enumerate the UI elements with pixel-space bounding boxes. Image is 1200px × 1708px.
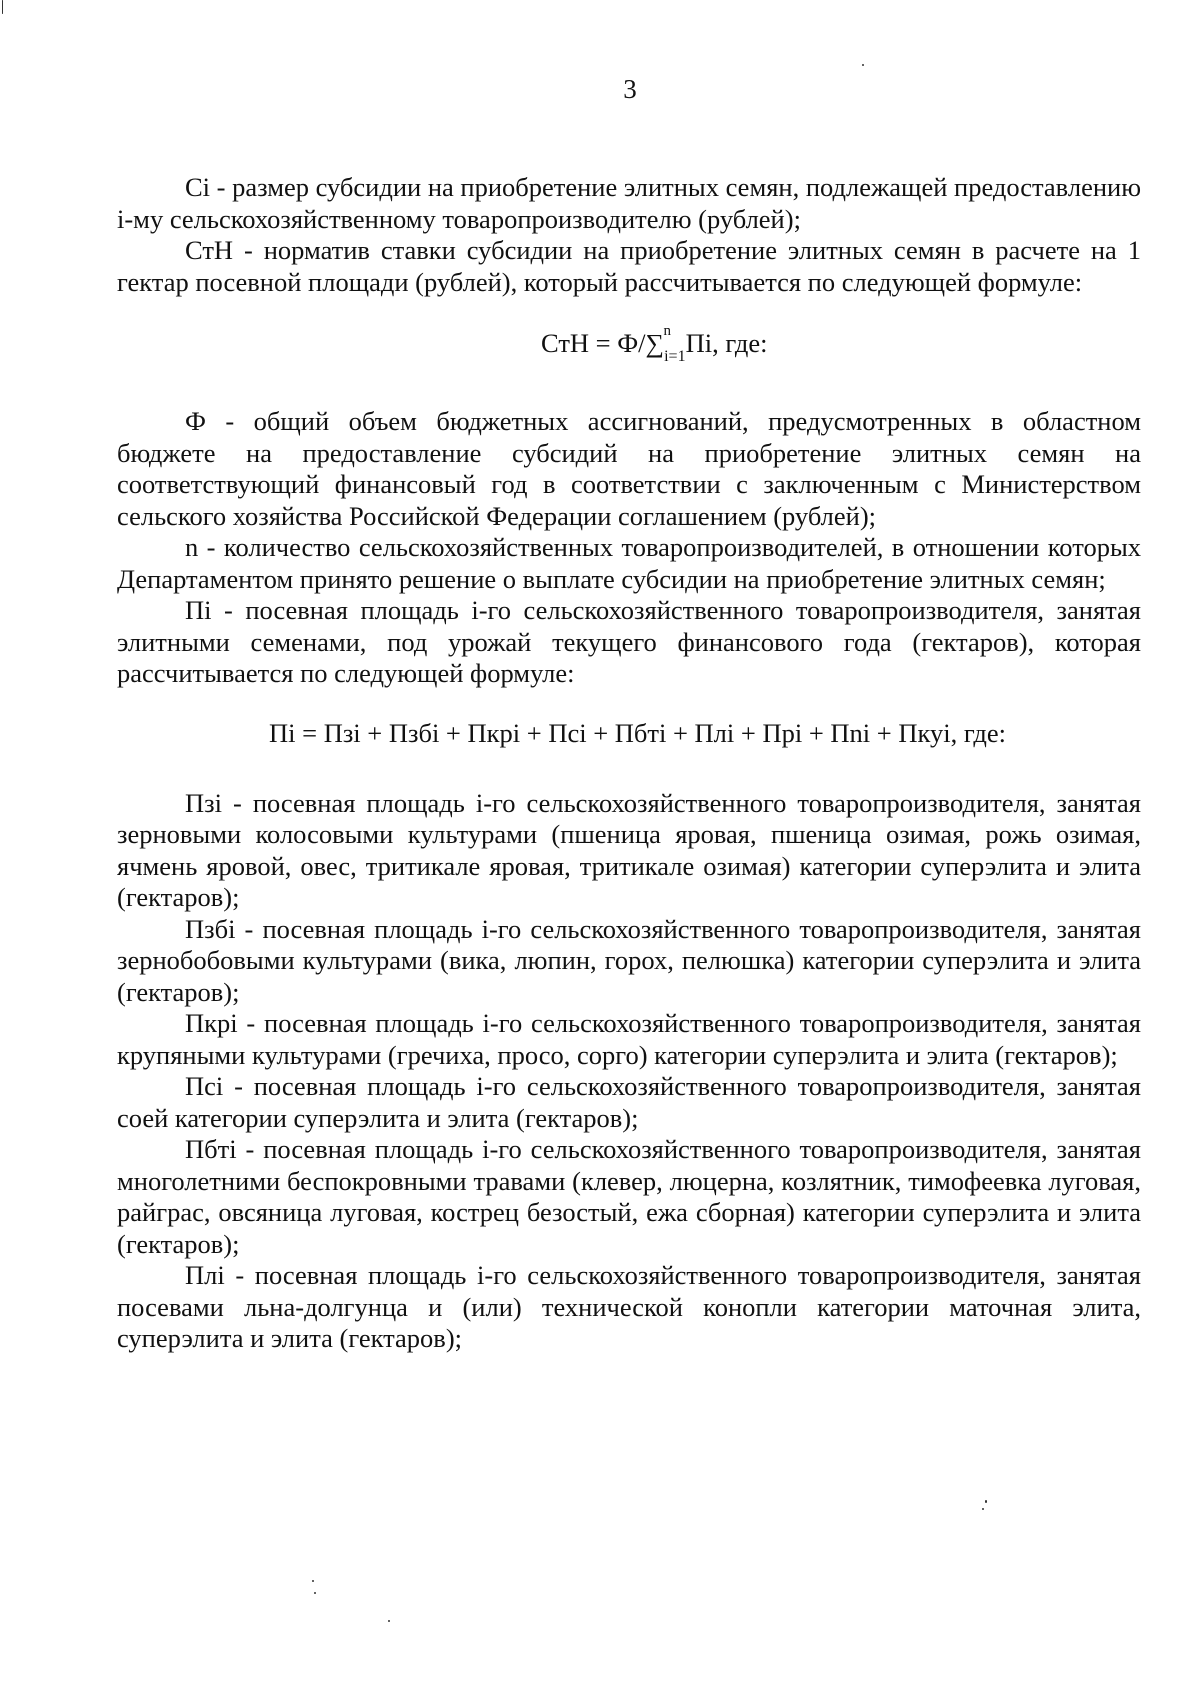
paragraph-pzi: Пзi - посевная площадь i-го сельскохозяйственного товаропроизводителя, занятая зерновыми колосовыми культурами (пшеница яровая, пшеница озимая, рожь озимая, ячмень яровой, овес, тритикале яровая, тритикале озимая) категории суперэлита и элита (гектаров); xyxy=(117,787,1141,912)
paragraph-n: n - количество сельскохозяйственных товаропроизводителей, в отношении которых Департаментом принято решение о выплате субсидии на приобретение элитных семян; xyxy=(117,532,1141,594)
scan-speck xyxy=(982,1508,984,1510)
paragraph-stn: СтН - норматив ставки субсидии на приобретение элитных семян в расчете на 1 гектар посевной площади (рублей), который рассчитывается по следующей формуле: xyxy=(117,235,1141,297)
scan-speck xyxy=(862,64,864,66)
paragraph-pzbi: Пзбi - посевная площадь i-го сельскохозяйственного товаропроизводителя, занятая зернобобовыми культурами (вика, люпин, горох, пелюшка) категории суперэлита и элита (гектаров); xyxy=(117,913,1141,1007)
scan-speck xyxy=(312,1580,314,1582)
scan-speck xyxy=(388,1620,390,1622)
sum-upper-limit: n xyxy=(663,323,672,339)
formula-stn xyxy=(117,323,1141,368)
scan-speck xyxy=(314,1592,316,1594)
document-body xyxy=(117,172,1141,1355)
formula-pi: Пi = Пзi + Пзбi + Пкрi + Пci + Пбтi + Плi + Прi + Пni + Пкуi, где: xyxy=(269,717,1007,748)
paragraph-pli: Плi - посевная площадь i-го сельскохозяйственного товаропроизводителя, занятая посевами льна-долгунца и (или) технической конопли категории маточная элита, суперэлита и элита (гектаров); xyxy=(117,1260,1141,1353)
paragraph-f: Ф - общий объем бюджетных ассигнований, предусмотренных в областном бюджете на предоставление субсидий на приобретение элитных семян на соответствующий финансовый год в соответствии с заключенным с Министерством сельского хозяйства Российской Федерации соглашением (рублей); xyxy=(117,406,1141,531)
scan-speck xyxy=(985,1500,987,1503)
paragraph-ci: Ci - размер субсидии на приобретение элитных семян, подлежащей предоставлению i-му сельскохозяйственному товаропроизводителю (рублей); xyxy=(117,172,1141,234)
paragraph-psi: Пci - посевная площадь i-го сельскохозяйственного товаропроизводителя, занятая соей категории суперэлита и элита (гектаров); xyxy=(117,1071,1141,1133)
sum-symbol xyxy=(645,323,686,365)
sum-lower-limit: i=1 xyxy=(664,348,686,365)
scan-speck xyxy=(2,0,3,14)
formula-stn-lhs: СтН = Ф/ xyxy=(541,328,646,358)
formula-stn-rhs: Пi, где: xyxy=(685,328,768,358)
page-number: 3 xyxy=(623,74,637,104)
paragraph-pbti: Пбтi - посевная площадь i-го сельскохозяйственного товаропроизводителя, занятая многолетними беспокровными травами (клевер, люцерна, козлятник, тимофеевка луговая, райграс, овсяница луговая, кострец безостый, ежа сборная) категории суперэлита и элита (гектаров); xyxy=(117,1134,1141,1259)
paragraph-pi: Пi - посевная площадь i-го сельскохозяйственного товаропроизводителя, занятая элитными семенами, под урожай текущего финансового года (гектаров), которая рассчитывается по следующей формуле: xyxy=(117,595,1141,688)
paragraph-pkri: Пкрi - посевная площадь i-го сельскохозяйственного товаропроизводителя, занятая крупяными культурами (гречиха, просо, сорго) категории суперэлита и элита (гектаров); xyxy=(117,1008,1141,1070)
sum-sign: ∑ xyxy=(645,329,665,358)
